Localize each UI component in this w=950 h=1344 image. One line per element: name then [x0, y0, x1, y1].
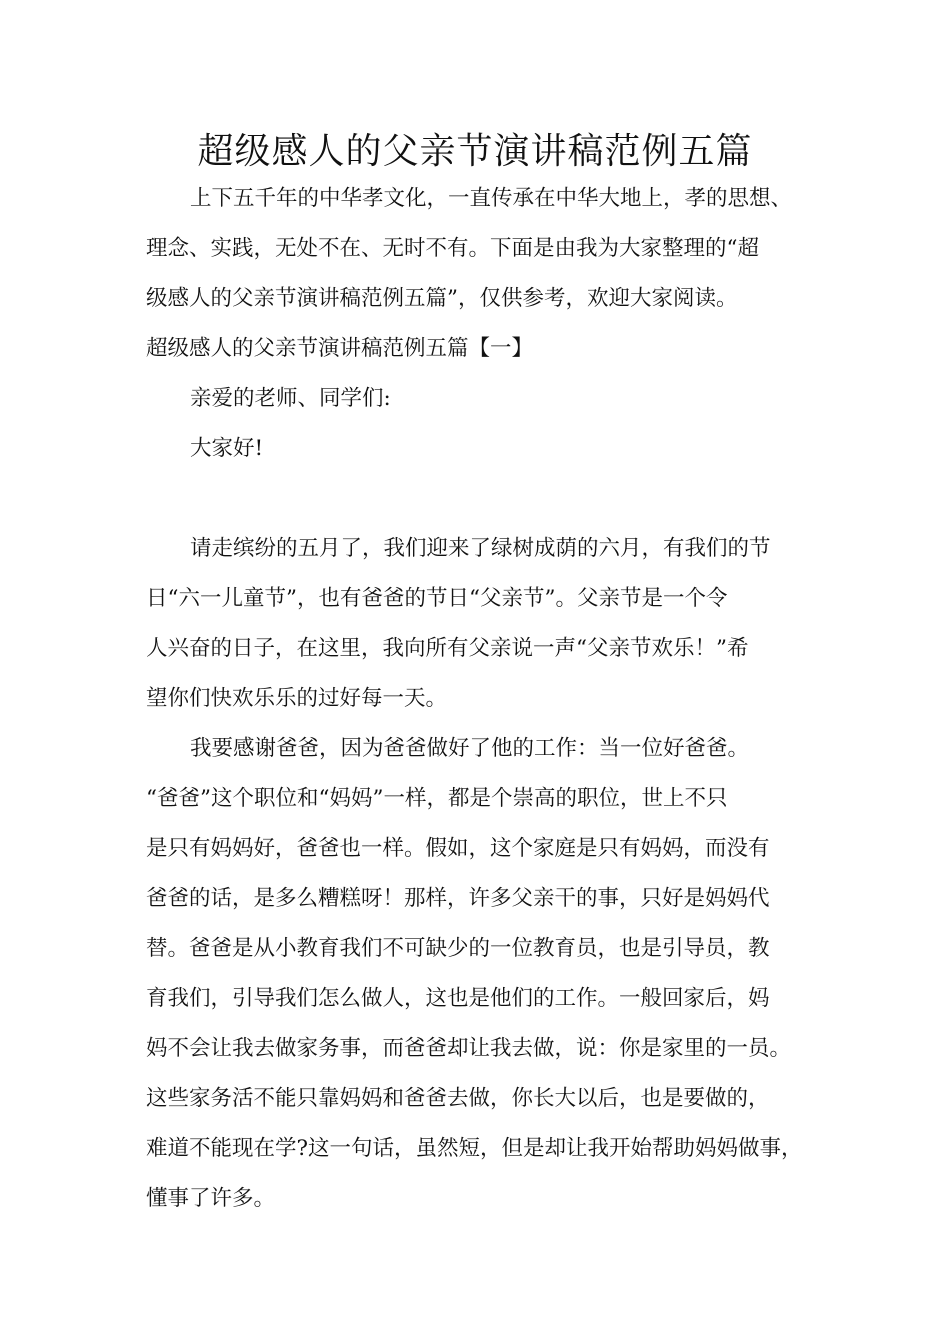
document-title: 超级感人的父亲节演讲稿范例五篇 — [197, 131, 753, 172]
paragraph-2-line-10: 懂事了许多。 — [146, 1186, 276, 1211]
paragraph-2-line-8: 这些家务活不能只靠妈妈和爸爸去做，你长大以后，也是要做的， — [146, 1086, 770, 1111]
paragraph-1-line-1: 请走缤纷的五月了，我们迎来了绿树成荫的六月，有我们的节 — [190, 536, 771, 561]
intro-line-3: 级感人的父亲节演讲稿范例五篇”，仅供参考，欢迎大家阅读。 — [146, 286, 738, 311]
paragraph-2-line-5: 替。爸爸是从小教育我们不可缺少的一位教育员，也是引导员，教 — [146, 936, 770, 961]
intro-line-1: 上下五千年的中华孝文化，一直传承在中华大地上，孝的思想、 — [190, 186, 793, 211]
greeting: 大家好! — [190, 436, 264, 461]
paragraph-1-line-2: 日“六一儿童节”，也有爸爸的节日“父亲节”。父亲节是一个令 — [146, 586, 728, 611]
paragraph-2-line-7: 妈不会让我去做家务事，而爸爸却让我去做，说：你是家里的一员。 — [146, 1036, 792, 1061]
paragraph-2-line-2: “爸爸”这个职位和“妈妈”一样，都是个崇高的职位，世上不只 — [146, 786, 728, 811]
paragraph-2-line-9: 难道不能现在学?这一句话，虽然短，但是却让我开始帮助妈妈做事， — [146, 1136, 803, 1161]
salutation: 亲爱的老师、同学们: — [190, 386, 391, 411]
section-heading: 超级感人的父亲节演讲稿范例五篇【一】 — [146, 336, 534, 361]
intro-line-2: 理念、实践，无处不在、无时不有。下面是由我为大家整理的“超 — [146, 236, 759, 261]
paragraph-2-line-3: 是只有妈妈好，爸爸也一样。假如，这个家庭是只有妈妈，而没有 — [146, 836, 770, 861]
paragraph-2-line-6: 育我们，引导我们怎么做人，这也是他们的工作。一般回家后，妈 — [146, 986, 770, 1011]
paragraph-1-line-4: 望你们快欢乐乐的过好每一天。 — [146, 686, 448, 711]
paragraph-2-line-1: 我要感谢爸爸，因为爸爸做好了他的工作：当一位好爸爸。 — [190, 736, 750, 761]
paragraph-1-line-3: 人兴奋的日子，在这里，我向所有父亲说一声“父亲节欢乐！”希 — [146, 636, 749, 661]
paragraph-2-line-4: 爸爸的话，是多么糟糕呀！那样，许多父亲干的事，只好是妈妈代 — [146, 886, 770, 911]
